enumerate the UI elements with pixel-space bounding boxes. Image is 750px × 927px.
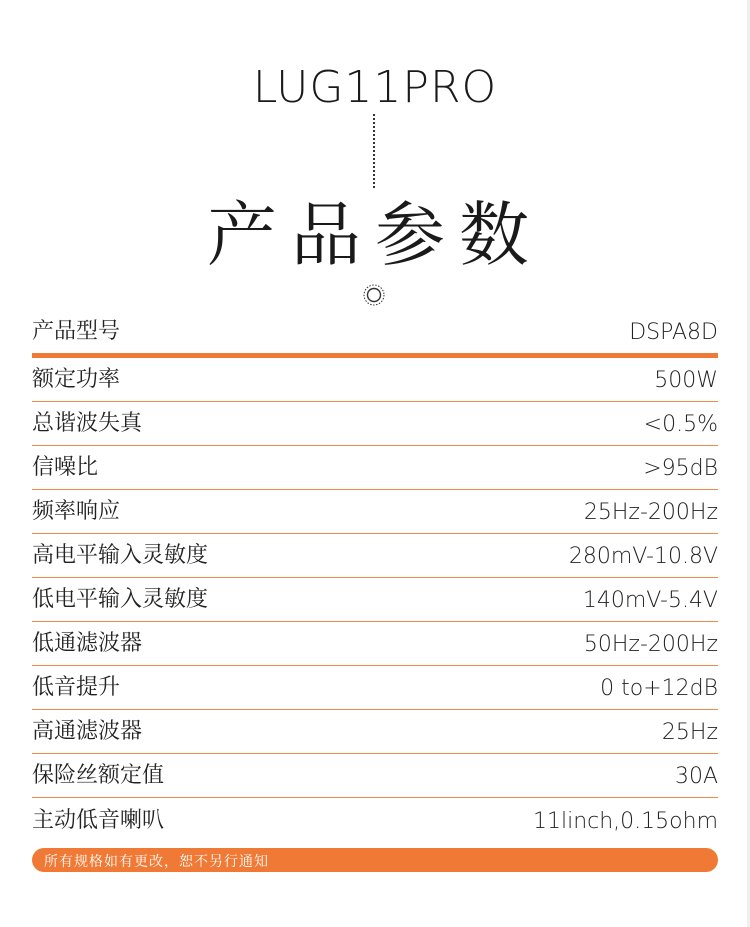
double-circle-icon [363,284,385,306]
spec-label: 总谐波失真 [32,411,143,436]
footnote-text: 所有规格如有更改，恕不另行通知 [44,854,269,870]
spec-label: 保险丝额定值 [32,763,165,788]
spec-value: 25Hz [661,720,718,745]
spec-row-high-level-input [32,534,718,578]
spec-value: DSPA8D [629,320,718,345]
dotted-divider [373,114,375,188]
spec-table [32,312,718,842]
spec-label: 额定功率 [32,367,121,392]
spec-value: 30A [674,764,718,789]
spec-row-fuse-rating [32,754,718,798]
spec-value: 140mV-5.4V [582,588,718,613]
spec-label: 产品型号 [32,319,121,344]
spec-label: 低通滤波器 [32,631,143,656]
spec-row-rated-power [32,358,718,402]
spec-row-active-subwoofer [32,798,718,842]
model-title: LUG11PRO [252,62,498,113]
section-title: 产品参数 [207,194,543,276]
footnote-bar [32,848,718,872]
spec-label: 频率响应 [32,499,121,524]
spec-value: 11linch,0.15ohm [532,809,718,834]
spec-row-bass-boost [32,666,718,710]
spec-value: 50Hz-200Hz [583,632,718,657]
spec-label: 高通滤波器 [32,719,143,744]
spec-value: 0 to+12dB [600,676,718,701]
spec-row-low-level-input [32,578,718,622]
spec-row-high-pass-filter [32,710,718,754]
spec-row-model [32,312,718,358]
spec-value: 25Hz-200Hz [583,500,718,525]
spec-row-low-pass-filter [32,622,718,666]
spec-label: 主动低音喇叭 [32,808,165,833]
spec-value: <0.5% [643,412,718,437]
spec-row-snr [32,446,718,490]
spec-value: 280mV-10.8V [568,544,718,569]
spec-label: 低电平输入灵敏度 [32,587,209,612]
spec-label: 低音提升 [32,675,121,700]
spec-label: 信噪比 [32,455,99,480]
spec-row-thd [32,402,718,446]
spec-label: 高电平输入灵敏度 [32,543,209,568]
spec-row-frequency-response [32,490,718,534]
spec-value: >95dB [643,456,718,481]
spec-value: 500W [654,368,718,393]
